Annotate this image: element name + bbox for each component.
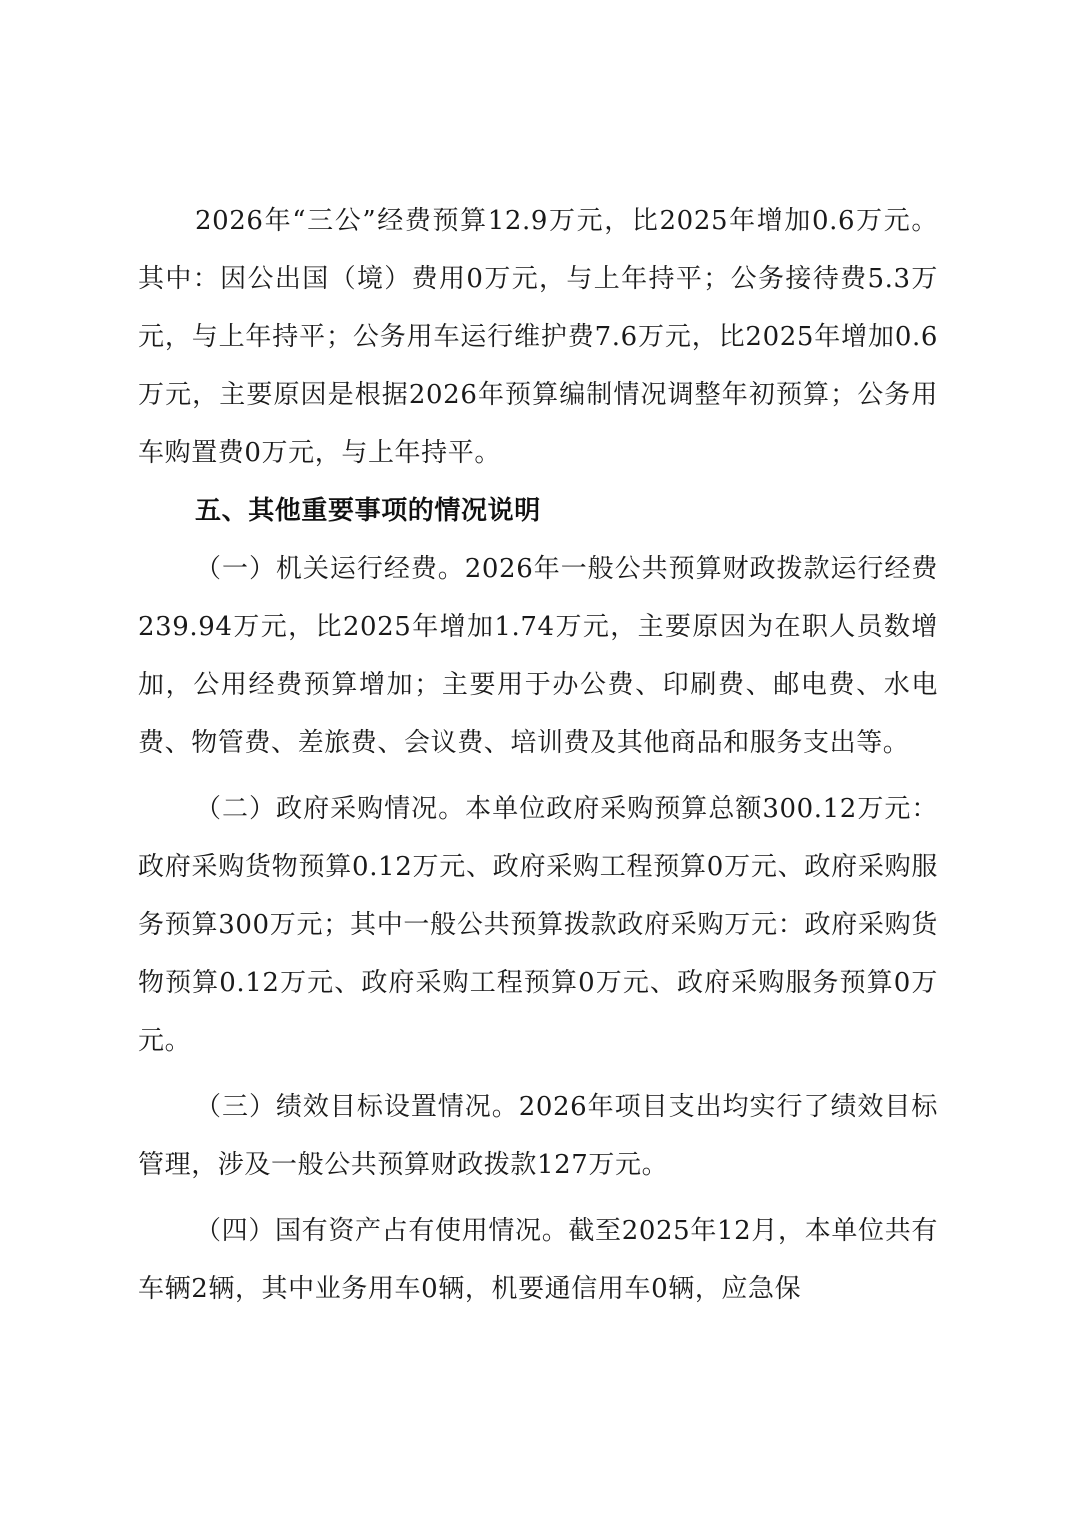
paragraph-operating-expenses: （一）机关运行经费。2026年一般公共预算财政拨款运行经费239.94万元，比2025年增加1.74万元，主要原因为在职人员数增加，公用经费预算增加；主要用于办公费、印刷费、邮电费、水电费、物管费、差旅费、会议费、培训费及其他商品和服务支出等。 [138, 554, 938, 758]
paragraph-government-procurement: （二）政府采购情况。本单位政府采购预算总额300.12万元：政府采购货物预算0.12万元、政府采购工程预算0万元、政府采购服务预算300万元；其中一般公共预算拨款政府采购万元：政府采购货物预算0.12万元、政府采购工程预算0万元、政府采购服务预算0万元。 [138, 794, 938, 1056]
paragraph-performance-targets: （三）绩效目标设置情况。2026年项目支出均实行了绩效目标管理，涉及一般公共预算财政拨款127万元。 [138, 1092, 938, 1180]
paragraph-state-assets: （四）国有资产占有使用情况。截至2025年12月，本单位共有车辆2辆，其中业务用车0辆，机要通信用车0辆，应急保 [138, 1216, 938, 1304]
document-body [138, 192, 938, 1318]
paragraph-three-public-funds: 2026年“三公”经费预算12.9万元，比2025年增加0.6万元。其中：因公出国（境）费用0万元，与上年持平；公务接待费5.3万元，与上年持平；公务用车运行维护费7.6万元，比2025年增加0.6万元，主要原因是根据2026年预算编制情况调整年初预算；公务用车购置费0万元，与上年持平。 [138, 206, 938, 468]
section-heading-other-matters: 五、其他重要事项的情况说明 [195, 496, 541, 526]
